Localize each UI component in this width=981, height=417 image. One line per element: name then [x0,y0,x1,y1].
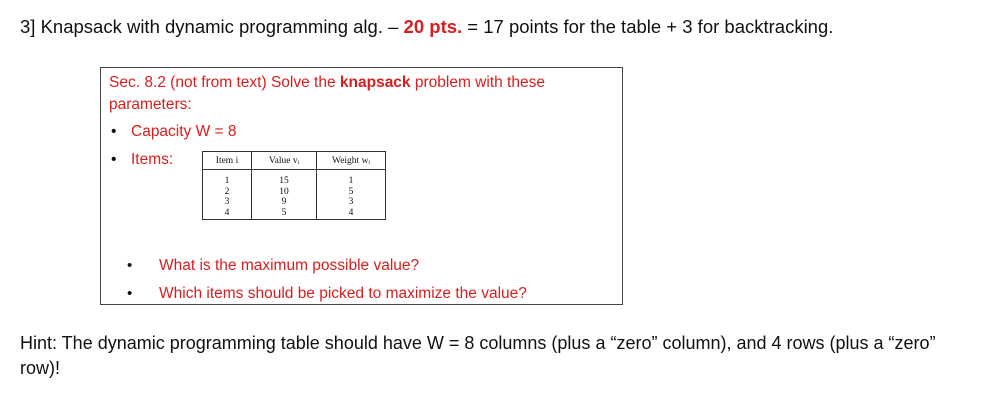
heading-prefix: 3] Knapsack with dynamic programming alg. – [20,16,399,37]
cell-item: 4 [224,207,230,218]
problem-intro [109,72,619,116]
table-row [203,170,386,220]
question-max-value: What is the maximum possible value? [159,257,420,274]
header-value: Value vᵢ [252,152,317,170]
bullet-dot-icon: • [111,151,117,168]
bullet-dot-icon: • [127,257,133,274]
problem-box [100,67,623,305]
intro-prefix: Sec. 8.2 (not from text) Solve the [109,74,336,91]
intro-bold: knapsack [339,74,411,91]
cell-weight: 1 [348,176,354,186]
question-heading [20,16,833,38]
header-item: Item i [203,152,252,170]
bullet-dot-icon: • [127,285,133,302]
item-column [203,170,252,220]
items-bullet [111,151,173,169]
items-label: Items: [131,151,174,168]
cell-item: 2 [224,186,230,197]
value-column [252,170,317,220]
cell-value: 15 [279,176,289,186]
cell-weight: 5 [348,186,354,197]
heading-suffix: = 17 points for the table + 3 for backtracking. [467,16,834,37]
header-weight: Weight wᵢ [317,152,386,170]
capacity-bullet [111,123,237,141]
capacity-text: Capacity W = 8 [131,123,237,140]
points-value: 20 pts. [403,16,463,37]
weight-column [317,170,386,220]
bullet-dot-icon: • [111,123,117,140]
question-items-picked: Which items should be picked to maximize the value? [159,285,527,302]
cell-weight: 3 [348,197,354,207]
intro-suffix: problem with these parameters: [109,74,545,113]
cell-weight: 4 [348,207,354,218]
cell-item: 3 [224,197,230,207]
items-table [202,151,386,220]
cell-value: 5 [281,207,287,218]
hint-text: Hint: The dynamic programming table should have W = 8 columns (plus a “zero” column), and 4 rows (plus a “zero” row)! [20,333,936,378]
cell-value: 9 [281,197,287,207]
cell-value: 10 [279,186,289,197]
cell-item: 1 [224,176,230,186]
